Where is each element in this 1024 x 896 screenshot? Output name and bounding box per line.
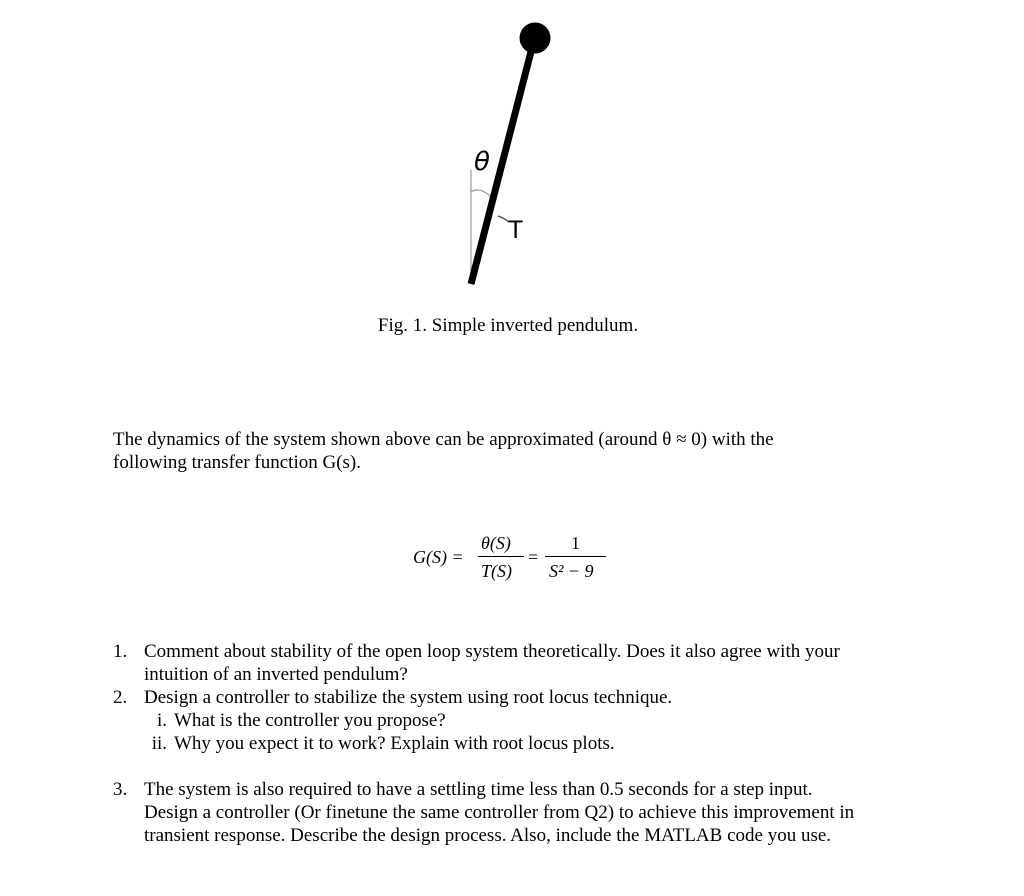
question-number: 3. xyxy=(113,779,128,800)
equation-lhs: G(S) = xyxy=(413,547,464,567)
subquestion-text: What is the controller you propose? xyxy=(174,710,446,731)
theta-label: θ xyxy=(474,147,490,177)
figure-caption: Fig. 1. Simple inverted pendulum. xyxy=(377,315,639,336)
question-1 xyxy=(113,640,913,686)
equation-numerator-2: 1 xyxy=(571,533,580,553)
angle-arc xyxy=(471,190,491,197)
question-number: 2. xyxy=(113,687,128,708)
question-line: intuition of an inverted pendulum? xyxy=(144,664,408,685)
equation-numerator-1: θ(S) xyxy=(481,533,511,553)
question-line: Comment about stability of the open loop system theoretically. Does it also agree with your xyxy=(144,641,840,662)
intro-line-2: following transfer function G(s). xyxy=(113,452,361,473)
question-line: transient response. Describe the design process. Also, include the MATLAB code you use. xyxy=(144,825,832,846)
question-line: The system is also required to have a settling time less than 0.5 seconds for a step input. xyxy=(144,779,813,800)
equation-denominator-1: T(S) xyxy=(481,561,512,581)
subquestion-text: Why you expect it to work? Explain with root locus plots. xyxy=(174,733,615,754)
subquestion-2ii xyxy=(113,732,913,755)
torque-label: T xyxy=(508,216,524,244)
question-line: Design a controller to stabilize the system using root locus technique. xyxy=(144,687,673,708)
subquestion-2i xyxy=(113,709,913,732)
question-line: Design a controller (Or finetune the same controller from Q2) to achieve this improvement in xyxy=(144,802,855,823)
fraction-bar-1 xyxy=(478,556,524,557)
equation-equals-2: = xyxy=(528,547,539,567)
pendulum-mass xyxy=(520,23,551,54)
fraction-bar-2 xyxy=(545,556,606,557)
intro-paragraph xyxy=(113,428,913,474)
question-2 xyxy=(113,686,913,709)
question-number: 1. xyxy=(113,641,128,662)
subquestion-number: i. xyxy=(156,710,167,731)
pendulum-figure xyxy=(0,0,1024,300)
question-3 xyxy=(113,778,913,847)
questions-list xyxy=(113,640,913,847)
equation-denominator-2: S² − 9 xyxy=(549,561,594,581)
intro-line-1: The dynamics of the system shown above can be approximated (around θ ≈ 0) with the xyxy=(113,429,774,450)
subquestion-number: ii. xyxy=(151,733,167,754)
